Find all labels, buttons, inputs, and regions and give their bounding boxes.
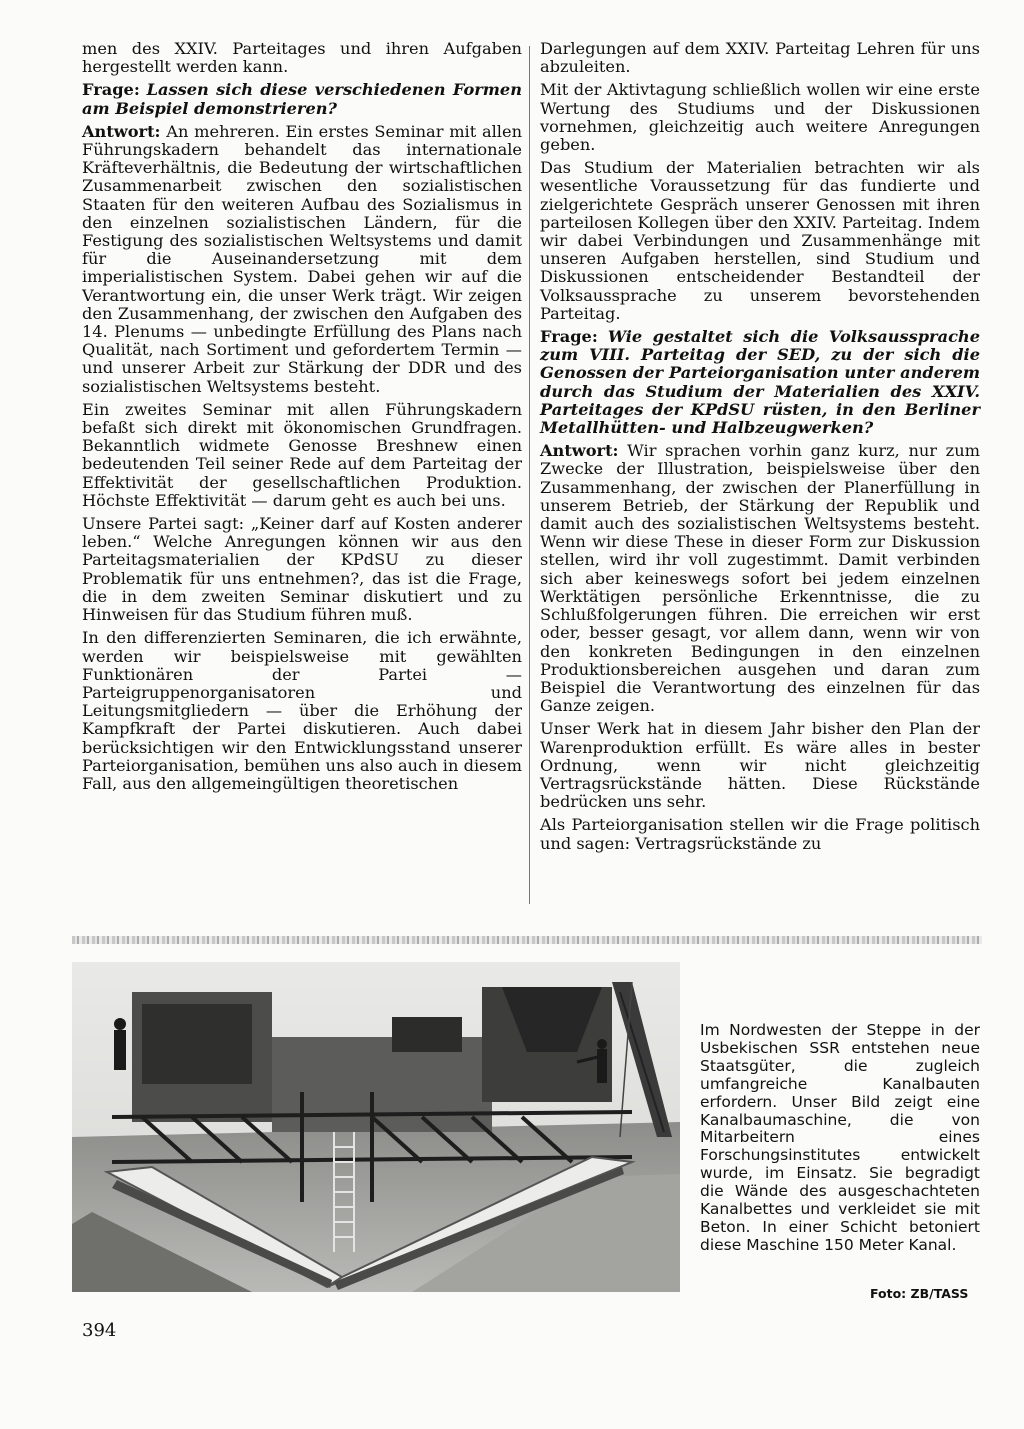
answer-paragraph bbox=[540, 442, 980, 715]
question-label: Frage: bbox=[82, 80, 140, 100]
paragraph: men des XXIV. Parteitages und ihren Aufgaben hergestellt werden kann. bbox=[82, 39, 522, 77]
photo-credit: Foto: ZB/TASS bbox=[870, 1286, 969, 1301]
question-paragraph bbox=[540, 328, 980, 437]
page-number: 394 bbox=[82, 1320, 117, 1341]
paragraph: Unser Werk hat in diesem Jahr bisher den Plan der Warenproduktion erfüllt. Es wäre alles in bester Ordnung, wenn wir nicht gleichzeitig Vertragsrückstände hätten. Diese Rückstände bedrücken uns sehr. bbox=[540, 719, 980, 812]
question-text: Wie gestaltet sich die Volksaussprache zum VIII. Parteitag der SED, zu der sich die Genossen der Parteiorganisation unter anderem durch das Studium der Materialien des XXIV. Parteitages der KPdSU rüsten, in den Berliner Metallhütten- und Halbzeugwerken? bbox=[540, 327, 981, 438]
answer-text: Wir sprachen vorhin ganz kurz, nur zum Zwecke der Illustration, beispielsweise über den Zusammenhang, der zwischen der Planerfüllung in unserem Betrieb, der Stärkung der Republik und damit auch des sozialistischen Weltsystems besteht. Wenn wir diese These in dieser Form zur Diskussion stellen, wird ihr voll zugestimmt. Damit verbinden sich aber keineswegs sofort bei jedem einzelnen Werktätigen persönliche Erkenntnisse, die zu Schlußfolgerungen führen. Die erreichen wir erst oder, besser gesagt, vor allem dann, wenn wir von den konkreten Bedingungen in den einzelnen Produktionsbereichen ausgehen und daran zum Beispiel die Verantwortung des einzelnen für das Ganze zeigen. bbox=[540, 441, 980, 716]
answer-paragraph bbox=[82, 123, 522, 396]
answer-label: Antwort: bbox=[82, 121, 161, 141]
paragraph: In den differenzierten Seminaren, die ich erwähnte, werden wir beispielsweise mit gewählten Funktionären der Partei — Parteigruppenorganisatoren und Leitungsmitgliedern — über die Erhöhung der Kampfkraft der Partei diskutieren. Auch dabei berücksichtigen wir den Entwicklungsstand unserer Parteiorganisation, bemühen uns also auch in diesem Fall, aus den allgemeingültigen theoretischen bbox=[82, 628, 522, 793]
answer-text: An mehreren. Ein erstes Seminar mit allen Führungskadern behandelt das internationale Kräfteverhältnis, die Bedeutung der wirtschaftlichen Zusammenarbeit zwischen den sozialistischen Staaten für den weiteren Aufbau des Sozialismus in den einzelnen sozialistischen Ländern, für die Festigung des sozialistischen Weltsystems und damit für die Auseinandersetzung mit dem imperialistischen System. Dabei gehen wir auf die Verantwortung ein, die unser Werk trägt. Wir zeigen den Zusammenhang, der zwischen den Aufgaben des 14. Plenums — unbedingte Erfüllung des Plans nach Qualität, nach Sortiment und gefordertem Termin — und unserer Arbeit zur Stärkung der DDR und des sozialistischen Weltsystems besteht. bbox=[82, 121, 522, 396]
right-text-column bbox=[540, 40, 980, 858]
paragraph: Als Parteiorganisation stellen wir die Frage politisch und sagen: Vertragsrückstände zu bbox=[540, 815, 980, 853]
question-label: Frage: bbox=[540, 327, 598, 347]
canal-machine-photo bbox=[72, 962, 680, 1292]
paragraph: Mit der Aktivtagung schließlich wollen wir eine erste Wertung des Studiums und der Diskussionen vornehmen, gleichzeitig auch weitere Anregungen geben. bbox=[540, 80, 980, 155]
photo-caption: Im Nordwesten der Steppe in der Usbekischen SSR entstehen neue Staatsgüter, die zugleich umfangreiche Kanalbauten erfordern. Unser Bild zeigt eine Kanalbaumaschine, die von Mitarbeitern eines Forschungsinstitutes entwickelt wurde, im Einsatz. Sie begradigt die Wände des ausgeschachteten Kanalbettes und verkleidet sie mit Beton. In einer Schicht betoniert diese Maschine 150 Meter Kanal. bbox=[700, 1021, 980, 1254]
question-text: Lassen sich diese verschiedenen Formen am Beispiel demonstrieren? bbox=[82, 80, 522, 118]
paragraph: Ein zweites Seminar mit allen Führungskadern befaßt sich direkt mit ökonomischen Grundfragen. Bekanntlich widmete Genosse Breshnew einen bedeutenden Teil seiner Rede auf dem Parteitag der Effektivität der gesellschaftlichen Produktion. Höchste Effektivität — darum geht es auch bei uns. bbox=[82, 399, 522, 510]
column-rule bbox=[529, 46, 530, 904]
answer-label: Antwort: bbox=[540, 441, 619, 461]
paragraph: Darlegungen auf dem XXIV. Parteitag Lehren für uns abzuleiten. bbox=[540, 39, 980, 77]
paragraph: Das Studium der Materialien betrachten wir als wesentliche Voraussetzung für das fundierte und zielgerichtete Gespräch unserer Genossen mit ihren parteilosen Kollegen über den XXIV. Parteitag. Indem wir dabei Verbindungen und Zusammenhänge mit unseren Aufgaben herstellen, sind Studium und Diskussionen entscheidender Bestandteil der Volksaussprache zu unserem bevorstehenden Parteitag. bbox=[540, 158, 980, 323]
question-paragraph bbox=[82, 81, 522, 117]
left-text-column bbox=[82, 40, 522, 798]
halftone-divider bbox=[72, 936, 982, 944]
paragraph: Unsere Partei sagt: „Keiner darf auf Kosten anderer leben.“ Welche Anregungen können wir aus den Parteitagsmaterialien der KPdSU zu dieser Problematik für uns entnehmen?, das ist die Frage, die in dem zweiten Seminar diskutiert und zu Hinweisen für das Studium führen muß. bbox=[82, 514, 522, 625]
